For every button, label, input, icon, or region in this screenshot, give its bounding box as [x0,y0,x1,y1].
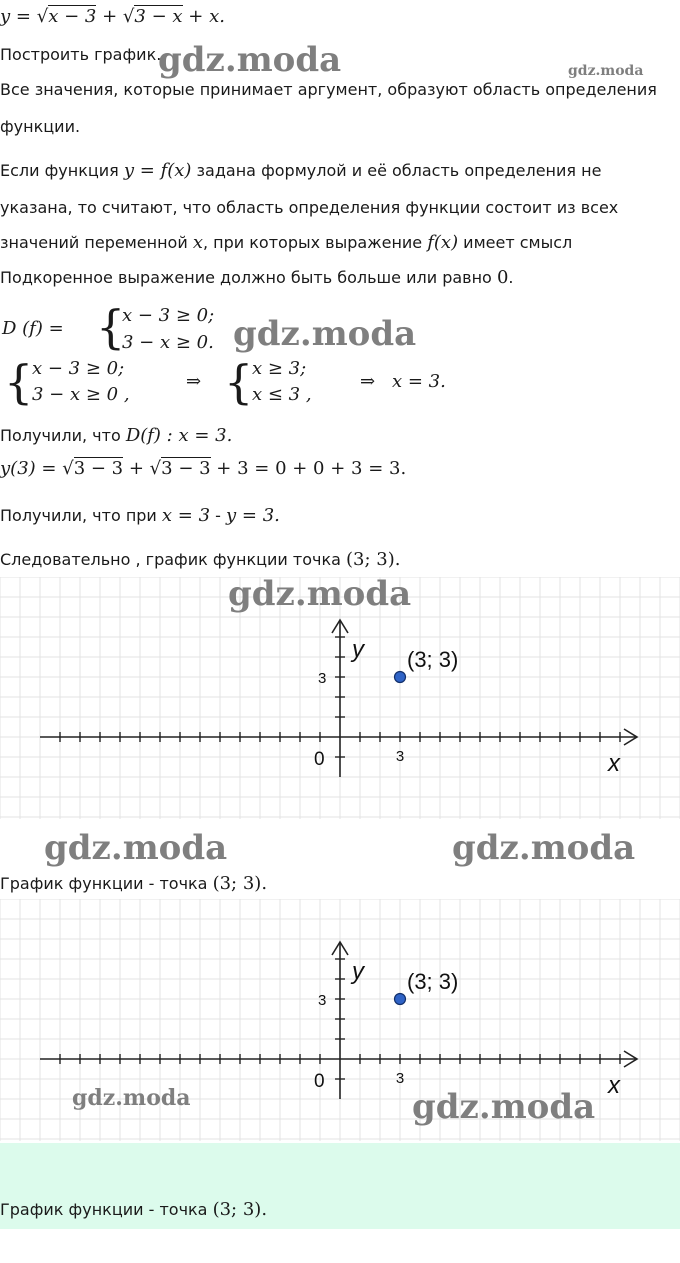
conclusion [0,549,400,570]
equation [0,6,225,27]
paragraph-3: указана, то считают, что область определения функции состоит из всех [0,198,619,217]
conclusion-point: (3; 3). [346,549,401,570]
eq-plus-1: + [102,6,118,27]
p4-text-a: значений переменной [0,233,193,252]
implies-icon-2: ⇒ [360,371,376,392]
calculation [0,458,406,479]
calc-radicand-2: 3 − 3 [161,458,211,479]
got-value-dash: - [210,506,227,525]
domain-row-2: 3 − x ≥ 0. [122,332,214,353]
got-domain-text: Получили, что [0,426,126,445]
sqrt-icon: √ [62,458,74,479]
x-axis-label: x [608,1072,620,1099]
point-label: (3; 3) [407,969,459,994]
sqrt-icon: √ [122,6,135,27]
eq-tail: + x. [188,6,225,27]
got-value [0,505,280,526]
domain-brace-icon: { [96,300,126,354]
eq-equals: = [15,6,31,27]
calc-rest: + 3 = 0 + 0 + 3 = 3. [210,458,407,479]
origin-label: 0 [314,749,325,770]
data-point [395,994,406,1005]
calc-lhs: y(3) = [0,458,63,479]
watermark: gdz.moda [233,314,417,354]
data-point [395,672,406,683]
watermark: gdz.moda [568,63,644,79]
p4-text-c: имеет смысл [458,233,573,252]
p5-zero: 0 [496,267,509,288]
system-b-row-2: x ≤ 3 , [252,384,312,405]
p5-text-b: . [508,268,514,287]
got-domain [0,425,232,446]
domain-lhs: D (f) = [2,318,64,339]
caption-2 [0,873,267,894]
paragraph-4 [0,232,572,253]
p2-text-b: задана формулой и её область определения не [191,161,602,180]
origin-label: 0 [314,1071,325,1092]
got-value-x: x = 3 [161,505,211,526]
paragraph-1: Все значения, которые принимает аргумент, образуют область определения [0,80,657,99]
y-axis-label: y [352,636,364,663]
eq-radicand-1: x − 3 [48,6,97,27]
eq-lhs: y [0,6,11,27]
eq-radicand-2: 3 − x [134,6,183,27]
system-result: x = 3. [392,371,446,392]
x-tick-label: 3 [395,1070,405,1087]
answer-point: (3; 3). [212,1199,268,1220]
sqrt-icon: √ [149,458,162,479]
watermark: gdz.moda [452,828,636,868]
got-value-text-a: Получили, что при [0,506,162,525]
caption-2-text: График функции - точка [0,874,213,893]
answer [0,1199,267,1220]
point-label: (3; 3) [407,647,459,672]
y-axis-label: y [352,958,364,985]
calc-plus: + [123,458,150,479]
y-tick-label: 3 [318,992,327,1009]
x-tick-label: 3 [395,748,405,765]
paragraph-2 [0,160,601,181]
watermark: gdz.moda [158,40,342,80]
system-a-row-1: x − 3 ≥ 0; [32,358,125,379]
system-b-brace-icon: { [224,355,254,409]
conclusion-text: Следовательно , график функции точка [0,550,347,569]
answer-text: График функции - точка [0,1200,213,1219]
sqrt-icon: √ [36,6,49,27]
p2-math: y = f(x) [123,160,192,181]
got-domain-math: D(f) : x = 3. [125,425,233,446]
watermark: gdz.moda [412,1087,596,1127]
caption-2-point: (3; 3). [212,873,268,894]
system-a-row-2: 3 − x ≥ 0 , [32,384,130,405]
implies-icon-1: ⇒ [186,371,202,392]
watermark: gdz.moda [228,574,412,614]
watermark: gdz.moda [72,1085,191,1111]
system-a-brace-icon: { [4,355,34,409]
p5-text-a: Подкоренное выражение должно быть больше или равно [0,268,497,287]
watermark: gdz.moda [44,828,228,868]
task-text: Построить график. [0,45,162,64]
system-b-row-1: x ≥ 3; [252,358,307,379]
paragraph-5 [0,267,513,288]
domain-row-1: x − 3 ≥ 0; [122,305,215,326]
x-axis-label: x [608,750,620,777]
p2-text-a: Если функция [0,161,124,180]
got-value-y: y = 3. [226,505,280,526]
p4-fx: f(x) [427,232,459,253]
paragraph-1b: функции. [0,117,81,136]
p4-x: x [192,232,203,253]
calc-radicand-1: 3 − 3 [73,458,124,479]
y-tick-label: 3 [318,670,327,687]
p4-text-b: , при которых выражение [202,233,428,252]
